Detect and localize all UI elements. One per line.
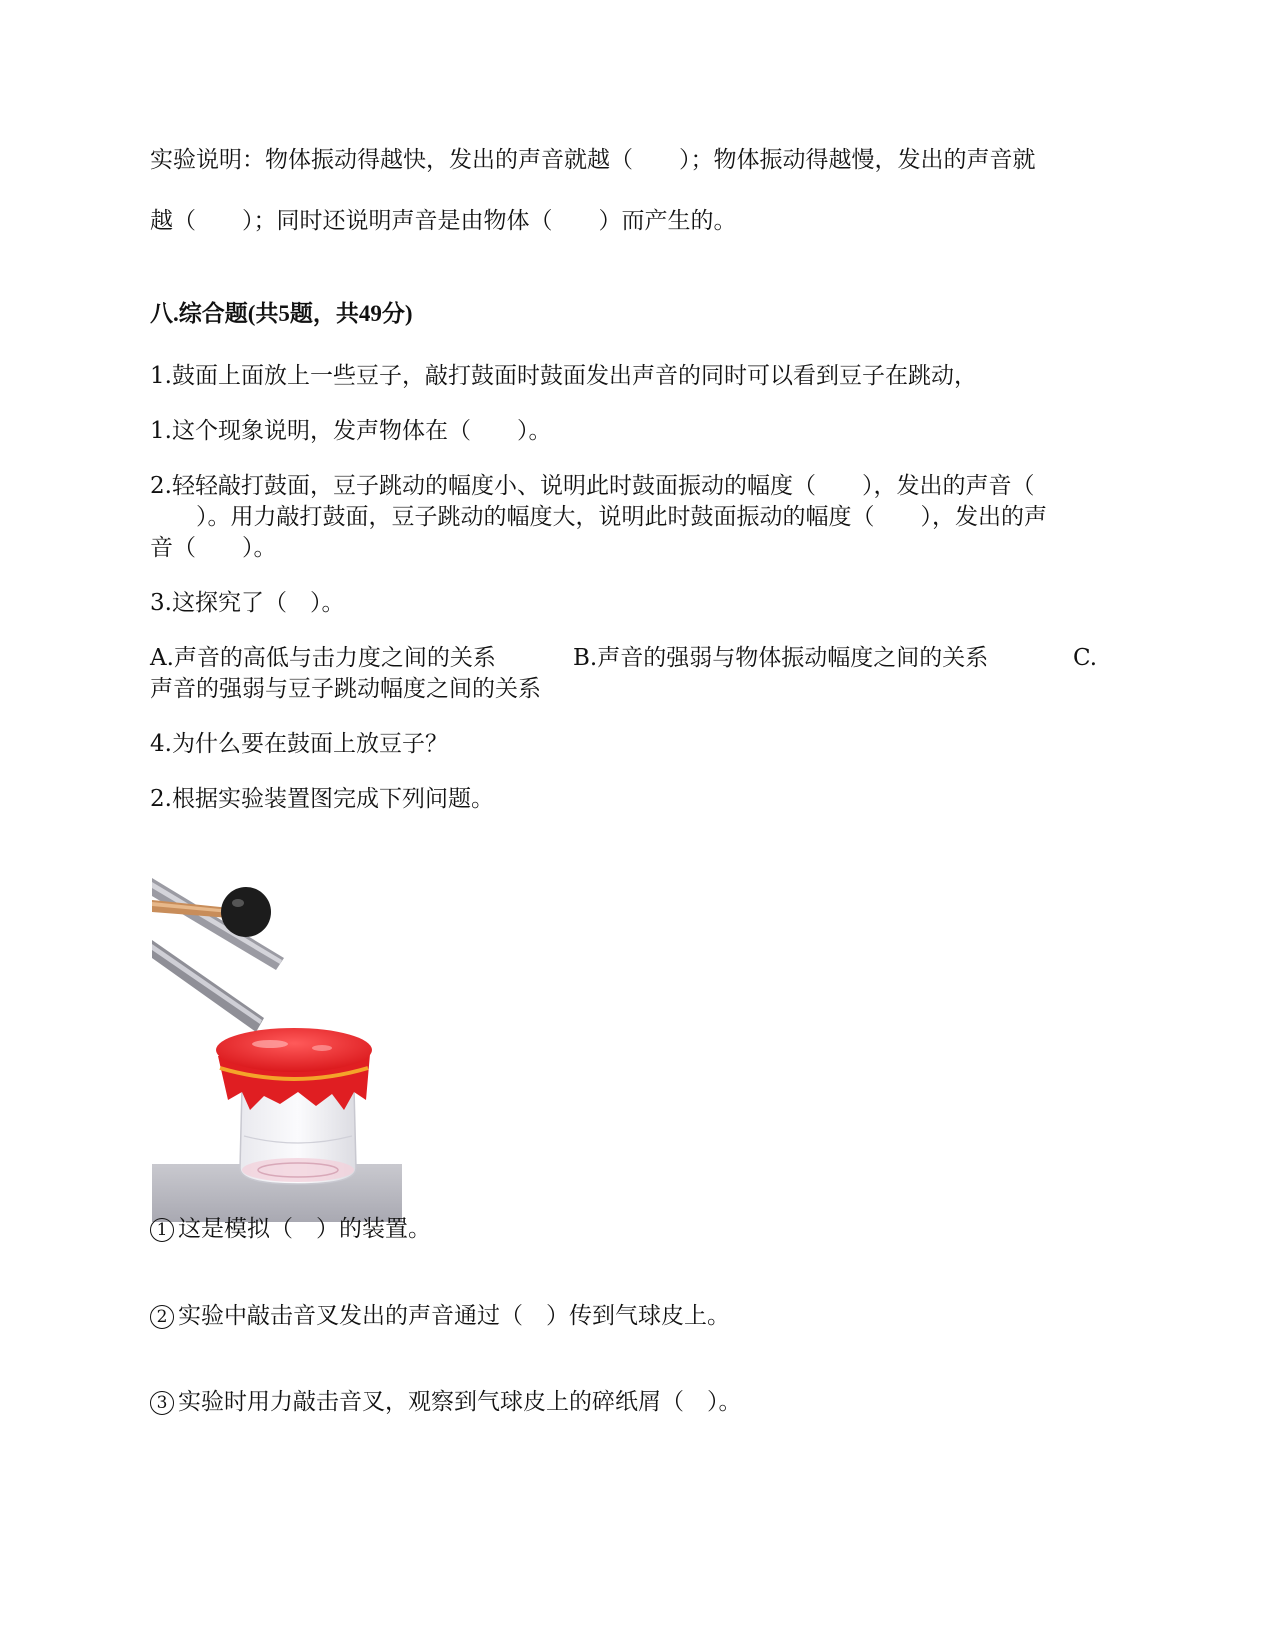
q2-subquestion-3 <box>150 1386 1120 1418</box>
q2-subquestion-2 <box>150 1300 1120 1332</box>
circled-number-2: 2 <box>150 1305 174 1329</box>
q1-option-c-text: 声音的强弱与豆子跳动幅度之间的关系 <box>150 676 541 702</box>
q1-option-c-label: C. <box>1073 645 1098 671</box>
q1-sub2-line3: 音（ ）。 <box>150 535 277 561</box>
circled-number-1: 1 <box>150 1218 174 1242</box>
q2-stem: 2.根据实验装置图完成下列问题。 <box>150 786 494 812</box>
intro-line-2: 越（ ）；同时还说明声音是由物体（ ）而产生的。 <box>150 208 737 234</box>
q1-sub1: 1.这个现象说明，发声物体在（ ）。 <box>150 418 552 444</box>
q1-sub3: 3.这探究了（ ）。 <box>150 590 345 616</box>
q1-option-b: B.声音的强弱与物体振动幅度之间的关系 <box>573 645 989 671</box>
q2-s3-text: 实验时用力敲击音叉，观察到气球皮上的碎纸屑（ ）。 <box>178 1389 742 1415</box>
q2-s1-text: 这是模拟（ ）的装置。 <box>178 1216 431 1242</box>
tuning-fork-drum-model-figure <box>152 878 404 1223</box>
circled-number-3: 3 <box>150 1391 174 1415</box>
section-heading: 八.综合题(共5题，共49分) <box>150 301 413 326</box>
q1-option-a: A.声音的高低与击力度之间的关系 <box>150 645 496 671</box>
intro-line-1: 实验说明：物体振动得越快，发出的声音就越（ ）；物体振动得越慢，发出的声音就 <box>150 147 1036 173</box>
q2-s2-text: 实验中敲击音叉发出的声音通过（ ）传到气球皮上。 <box>178 1303 730 1329</box>
q1-sub2-line2: ）。用力敲打鼓面，豆子跳动的幅度大，说明此时鼓面振动的幅度（ ），发出的声 <box>150 504 1047 530</box>
q1-sub2-line1: 2.轻轻敲打鼓面，豆子跳动的幅度小、说明此时鼓面振动的幅度（ ），发出的声音（ <box>150 473 1035 499</box>
q1-sub4: 4.为什么要在鼓面上放豆子？ <box>150 731 448 757</box>
q2-subquestion-1 <box>150 1213 1120 1245</box>
q1-stem: 1.鼓面上面放上一些豆子，敲打鼓面时鼓面发出声音的同时可以看到豆子在跳动， <box>150 363 977 389</box>
